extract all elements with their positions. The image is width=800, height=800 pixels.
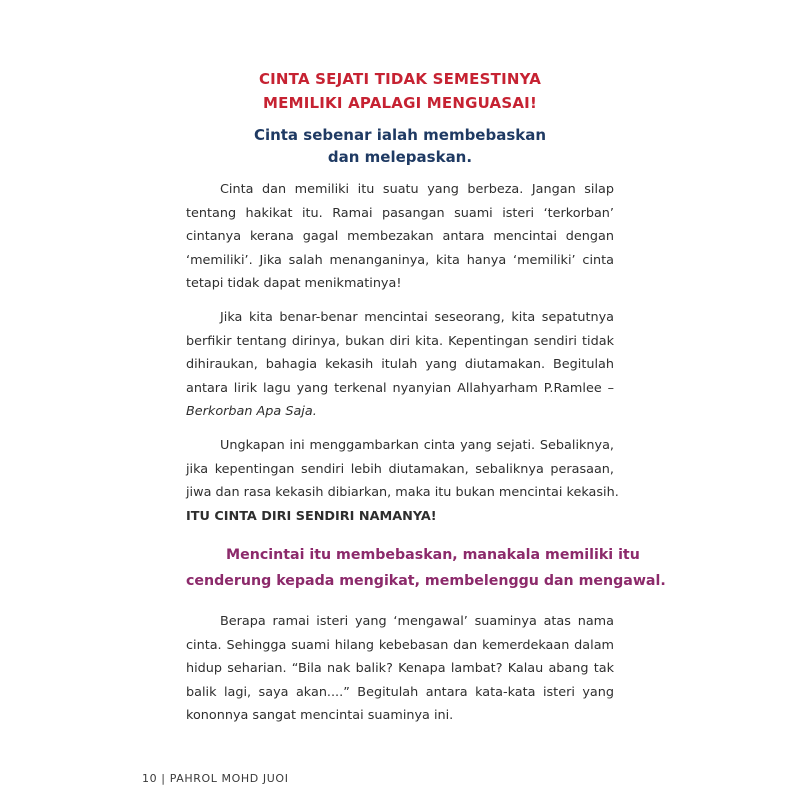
chapter-subheading [186, 124, 614, 168]
emphasis-line: ITU CINTA DIRI SENDIRI NAMANYA! [186, 508, 437, 524]
paragraph-4-line: hidup seharian. “Bila nak balik? Kenapa lambat? Kalau abang tak [186, 661, 614, 676]
paragraph-4-line: kononnya sangat mencintai suaminya ini. [186, 708, 454, 723]
chapter-subheading-line-2: dan melepaskan. [327, 148, 473, 166]
pull-quote [186, 542, 666, 594]
paragraph-1-line: cintanya kerana gagal membezakan antara mencintai dengan [186, 229, 614, 244]
paragraph-3-line: jiwa dan rasa kekasih dibiarkan, maka itu bukan mencintai kekasih. [186, 485, 619, 500]
paragraph-1-line: tentang hakikat itu. Ramai pasangan suami isteri ‘terkorban’ [186, 205, 614, 221]
chapter-subheading-line-1: Cinta sebenar ialah membebaskan [253, 126, 547, 144]
pull-quote-line-1: Mencintai itu membebaskan, manakala memiliki itu [226, 547, 640, 563]
paragraph-2 [186, 306, 614, 424]
paragraph-1-line: Cinta dan memiliki itu suatu yang berbeza. Jangan silap [220, 182, 614, 197]
paragraph-3-line: Ungkapan ini menggambarkan cinta yang sejati. Sebaliknya, [220, 438, 614, 453]
paragraph-4-line: balik lagi, saya akan....” Begitulah antara kata-kata isteri yang [186, 684, 614, 700]
paragraph-1 [186, 178, 614, 296]
paragraph-2-line: dihiraukan, bahagia kekasih itulah yang diutamakan. Begitulah [186, 357, 614, 372]
paragraph-3 [186, 434, 619, 528]
paragraph-3-line: jika kepentingan sendiri lebih diutamakan, sebaliknya perasaan, [186, 461, 614, 477]
chapter-heading [186, 67, 614, 115]
paragraph-4 [186, 610, 614, 728]
paragraph-4-line: cinta. Sehingga suami hilang kebebasan dan kemerdekaan dalam [186, 637, 614, 653]
paragraph-2-line: berfikir tentang dirinya, bukan diri kita. Kepentingan sendiri tidak [186, 333, 614, 349]
paragraph-2-line: antara lirik lagu yang terkenal nyanyian Allahyarham P.Ramlee – [186, 380, 614, 396]
paragraph-1-line: ‘memiliki’. Jika salah menanganinya, kita hanya ‘memiliki’ cinta [186, 252, 614, 268]
song-title-line: Berkorban Apa Saja. [186, 404, 317, 419]
paragraph-4-line: Berapa ramai isteri yang ‘mengawal’ suaminya atas nama [220, 614, 614, 629]
pull-quote-line-2: cenderung kepada mengikat, membelenggu dan mengawal. [186, 573, 666, 589]
paragraph-1-line: tetapi tidak dapat menikmatinya! [186, 276, 402, 291]
chapter-heading-line-1: CINTA SEJATI TIDAK SEMESTINYA [258, 70, 542, 88]
paragraph-2-line: Jika kita benar-benar mencintai seseorang, kita sepatutnya [220, 310, 614, 325]
page-footer: 10 | PAHROL MOHD JUOI [142, 772, 289, 785]
chapter-heading-line-2: MEMILIKI APALAGI MENGUASAI! [263, 94, 537, 112]
